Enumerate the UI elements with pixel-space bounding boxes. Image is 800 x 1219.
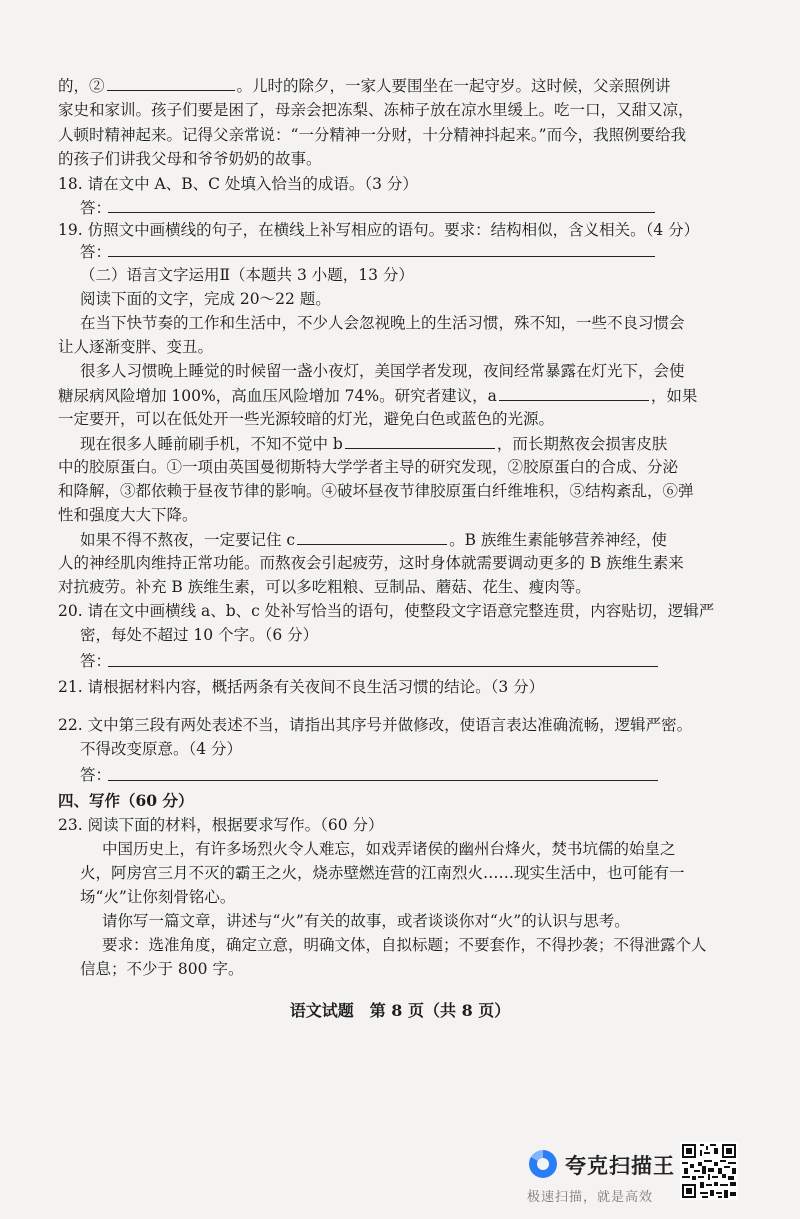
answer-label: 答：: [80, 243, 112, 261]
question-18: 18. 请在文中 A、B、C 处填入恰当的成语。（3 分）: [58, 175, 418, 193]
text-line: 的，② 。儿时的除夕，一家人要围坐在一起守岁。这时候，父亲照例讲: [58, 74, 671, 97]
question-22: 22. 文中第三段有两处表述不当，请指出其序号并做修改，使语言表达准确流畅，逻辑严密。: [58, 716, 693, 734]
answer-line[interactable]: [108, 256, 655, 257]
brand-name: 夸克扫描王: [565, 1154, 675, 1178]
text-line: 糖尿病风险增加 100%，高血压风险增加 74%。研究者建议，a ，如果: [58, 384, 697, 407]
brand-slogan: 极速扫描，就是高效: [527, 1190, 654, 1205]
text-line: 很多人习惯晚上睡觉的时候留一盏小夜灯，美国学者发现，夜间经常暴露在灯光下，会使: [80, 362, 685, 380]
text-line: 一定要开，可以在低处开一些光源较暗的灯光，避免白色或蓝色的光源。: [58, 410, 555, 428]
text-line: 现在很多人睡前刷手机，不知不觉中 b ，而长期熬夜会损害皮肤: [80, 432, 667, 455]
answer-label: 答：: [80, 652, 112, 670]
text-line: 火，阿房宫三月不灭的霸王之火，烧赤壁燃连营的江南烈火……现实生活中，也可能有一: [80, 864, 685, 882]
text-line: 的孩子们讲我父母和爷爷奶奶的故事。: [58, 150, 322, 168]
text-line: 场“火”让你刻骨铭心。: [80, 888, 236, 906]
text-line: 如果不得不熬夜，一定要记住 c 。B 族维生素能够营养神经，使: [80, 528, 667, 551]
text-line: 和降解，③都依赖于昼夜节律的影响。④破坏昼夜节律胶原蛋白纤维堆积，⑤结构紊乱，⑥弹: [58, 482, 694, 500]
writing-task: 请你写一篇文章，讲述与“火”有关的故事，或者谈谈你对“火”的认识与思考。: [102, 912, 630, 930]
blank-b[interactable]: [345, 432, 495, 449]
question-20: 20. 请在文中画横线 a、b、c 处补写恰当的语句，使整段文字语意完整连贯，内容贴切，逻辑严: [58, 602, 715, 620]
text-line: 中国历史上，有许多场烈火令人难忘，如戏弄诸侯的幽州台烽火，焚书坑儒的始皇之: [102, 840, 676, 858]
answer-line[interactable]: [108, 780, 658, 781]
text-line: 人顿时精神起来。记得父亲常说：“一分精神一分财，十分精神抖起来。”而今，我照例要给我: [58, 126, 687, 144]
text-line: 对抗疲劳。补充 B 族维生素，可以多吃粗粮、豆制品、蘑菇、花生、瘦肉等。: [58, 578, 591, 596]
question-19: 19. 仿照文中画横线的句子，在横线上补写相应的语句。要求：结构相似，含义相关。（4 分）: [58, 221, 700, 239]
quark-logo-icon: [529, 1150, 557, 1178]
question-21: 21. 请根据材料内容，概括两条有关夜间不良生活习惯的结论。（3 分）: [58, 678, 545, 696]
answer-label: 答：: [80, 199, 112, 217]
page-footer: 语文试题 第 8 页（共 8 页）: [289, 1001, 511, 1020]
qr-code-icon: [680, 1142, 738, 1200]
text-line: 在当下快节奏的工作和生活中，不少人会忽视晚上的生活习惯，殊不知，一些不良习惯会: [80, 314, 685, 332]
writing-requirements: 要求：选准角度，确定立意，明确文体，自拟标题；不要套作，不得抄袭；不得泄露个人: [102, 936, 707, 954]
question-22-cont: 不得改变原意。（4 分）: [80, 740, 243, 758]
text-line: 性和强度大大下降。: [58, 506, 198, 524]
scanner-watermark: [527, 1140, 677, 1210]
text-line: 让人逐渐变胖、变丑。: [58, 338, 214, 356]
text-line: 中的胶原蛋白。①一项由英国曼彻斯特大学学者主导的研究发现，②胶原蛋白的合成、分泌: [58, 458, 679, 476]
section-heading: 四、写作（60 分）: [58, 791, 194, 810]
section-heading: （二）语言文字运用Ⅱ（本题共 3 小题，13 分）: [80, 266, 414, 284]
answer-line[interactable]: [108, 666, 658, 667]
writing-requirements-cont: 信息；不少于 800 字。: [80, 960, 244, 978]
answer-line[interactable]: [108, 212, 655, 213]
instruction: 阅读下面的文字，完成 20～22 题。: [80, 290, 331, 308]
blank-c[interactable]: [297, 528, 447, 545]
fill-blank[interactable]: [107, 74, 235, 91]
answer-label: 答：: [80, 766, 112, 784]
text-line: 家史和家训。孩子们要是困了，母亲会把冻梨、冻柿子放在凉水里缓上。吃一口，又甜又凉，: [58, 101, 694, 119]
question-23: 23. 阅读下面的材料，根据要求写作。（60 分）: [58, 816, 384, 834]
blank-a[interactable]: [499, 384, 649, 401]
text-line: 人的神经肌肉维持正常功能。而熬夜会引起疲劳，这时身体就需要调动更多的 B 族维生素来: [58, 554, 684, 572]
question-20-cont: 密，每处不超过 10 个字。（6 分）: [80, 626, 319, 644]
